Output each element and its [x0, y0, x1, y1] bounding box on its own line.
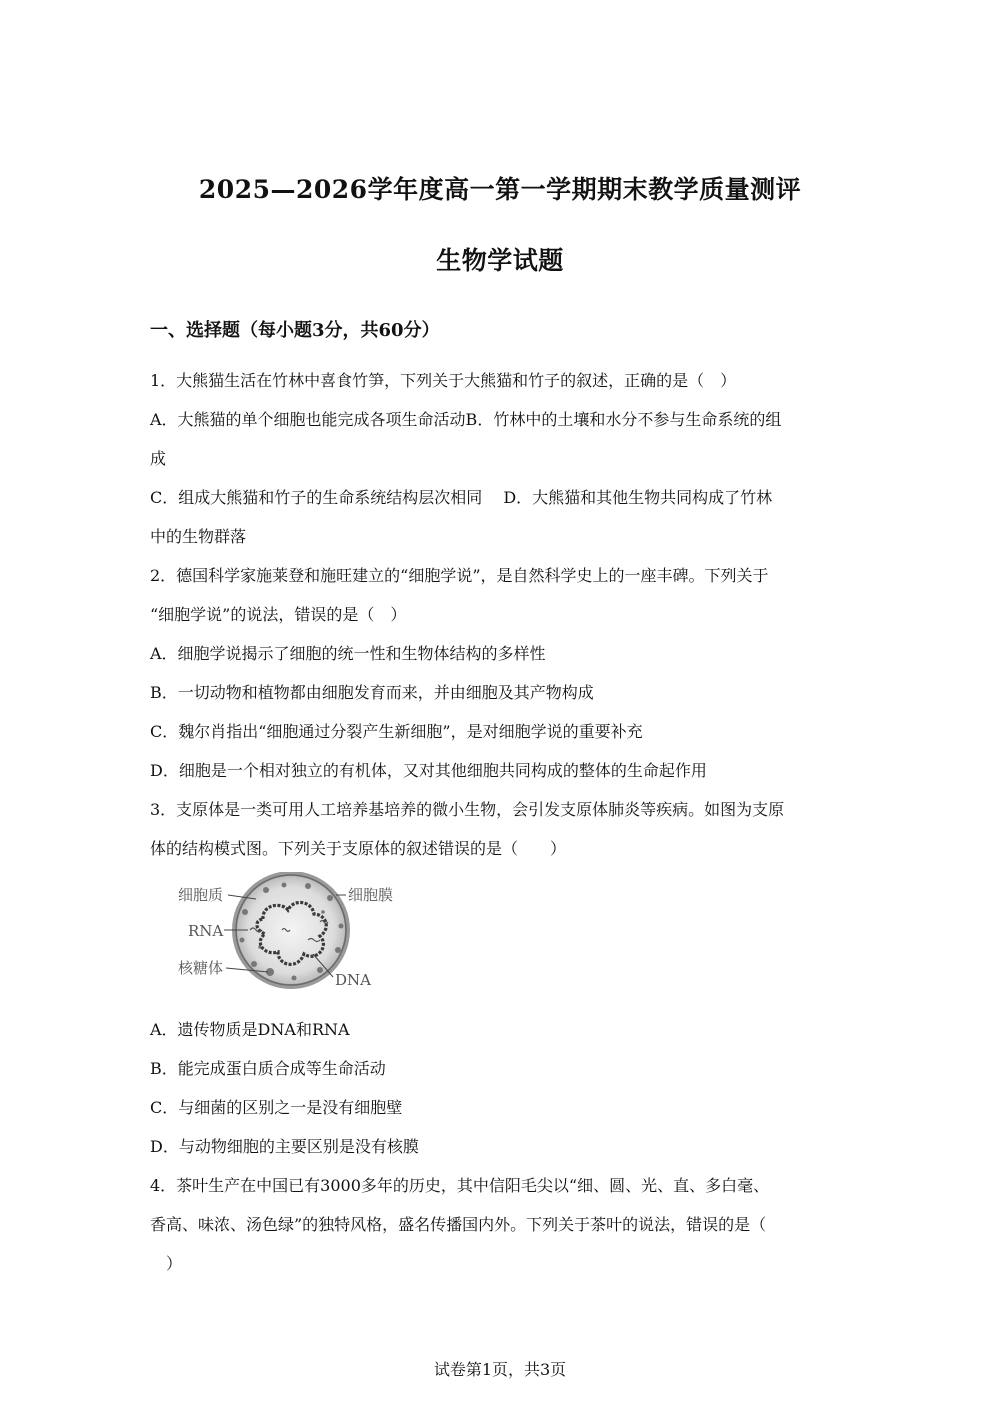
question-2-option-d: D．细胞是一个相对独立的有机体，又对其他细胞共同构成的整体的生命起作用: [150, 761, 707, 780]
question-3-stem: 3．支原体是一类可用人工培养基培养的微小生物，会引发支原体肺炎等疾病。如图为支原: [150, 800, 785, 819]
question-2-option-b: B．一切动物和植物都由细胞发育而来，并由细胞及其产物构成: [150, 683, 594, 702]
question-4-stem-cont: 香高、味浓、汤色绿”的独特风格，盛名传播国内外。下列关于茶叶的说法，错误的是（: [150, 1215, 767, 1234]
label-dna: DNA: [335, 971, 371, 989]
question-1-options-ab-cont: 成: [150, 449, 167, 468]
question-1-options-cd: C．组成大熊猫和竹子的生命系统结构层次相同 D．大熊猫和其他生物共同构成了竹林: [150, 488, 773, 507]
question-3-option-a: A．遗传物质是DNA和RNA: [150, 1020, 350, 1039]
question-1-options-ab: A．大熊猫的单个细胞也能完成各项生命活动B．竹林中的土壤和水分不参与生命系统的组: [150, 410, 782, 429]
question-3-option-b: B．能完成蛋白质合成等生命活动: [150, 1059, 386, 1078]
question-1-stem: 1．大熊猫生活在竹林中喜食竹笋，下列关于大熊猫和竹子的叙述，正确的是（ ）: [150, 371, 737, 390]
question-2-option-c: C．魏尔肖指出“细胞通过分裂产生新细胞”，是对细胞学说的重要补充: [150, 722, 643, 741]
question-3-option-c: C．与细菌的区别之一是没有细胞壁: [150, 1098, 403, 1117]
question-2-stem-cont: “细胞学说”的说法，错误的是（ ）: [150, 605, 407, 624]
label-cell-membrane: 细胞膜: [348, 886, 394, 904]
question-4-stem-end: ）: [150, 1254, 183, 1273]
label-ribosome: 核糖体: [178, 959, 224, 977]
label-cytoplasm: 细胞质: [178, 886, 224, 904]
exam-title: 2025—2026学年度高一第一学期期末教学质量测评: [198, 175, 802, 204]
question-4-stem: 4．茶叶生产在中国已有3000多年的历史，其中信阳毛尖以“细、圆、光、直、多白毫、: [150, 1176, 770, 1195]
question-3-option-d: D．与动物细胞的主要区别是没有核膜: [150, 1137, 419, 1156]
page-footer: 试卷第1页，共3页: [433, 1360, 567, 1379]
question-2-option-a: A．细胞学说揭示了细胞的统一性和生物体结构的多样性: [150, 644, 546, 663]
label-rna: RNA: [188, 922, 224, 940]
exam-subtitle: 生物学试题: [436, 246, 564, 275]
mycoplasma-diagram: [170, 872, 410, 992]
question-2-stem: 2．德国科学家施莱登和施旺建立的“细胞学说”，是自然科学史上的一座丰碑。下列关于: [150, 566, 769, 585]
question-1-options-cd-cont: 中的生物群落: [150, 527, 247, 546]
question-3-stem-cont: 体的结构模式图。下列关于支原体的叙述错误的是（ ）: [150, 839, 567, 858]
cell-body: [232, 872, 350, 989]
section-heading: 一、选择题（每小题3分，共60分）: [150, 320, 440, 341]
